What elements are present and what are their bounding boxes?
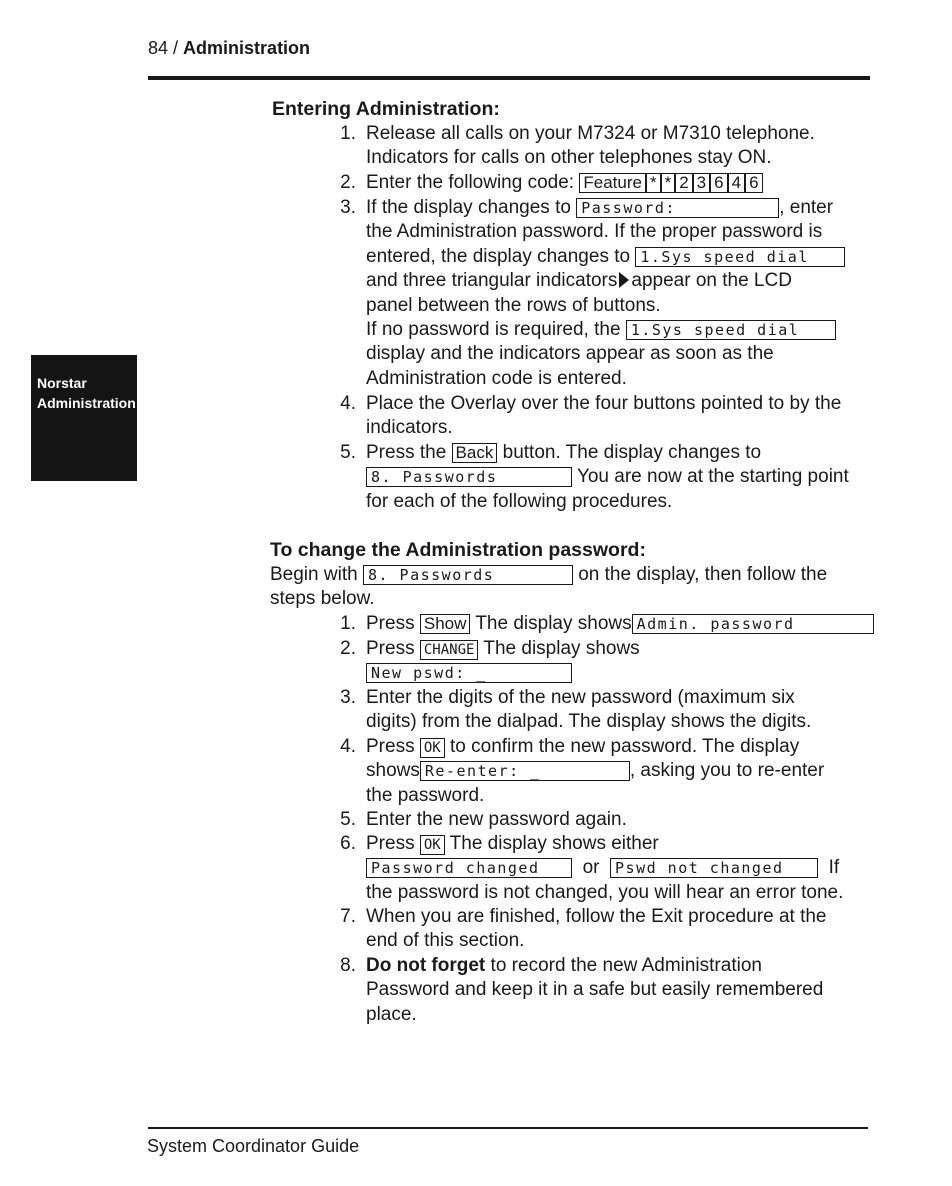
lcd-pswd-not-changed: Pswd not changed [610,858,818,878]
lcd-sys-speed-dial: 1.Sys speed dial [626,320,836,340]
step-number: 3. [340,197,356,218]
page-header [148,38,310,59]
step-text: to confirm the new password. The display [450,736,800,757]
digit-key: 6 [710,173,727,193]
entering-step-4 [340,392,842,441]
step-number: 7. [340,906,356,927]
section-name: Administration [183,38,311,58]
change-step-3 [340,686,812,735]
lcd-passwords: 8. Passwords [366,467,572,487]
change-title: To change the Administration password: [270,539,646,561]
step-line: Release all calls on your M7324 or M7310 telephone. [366,123,815,144]
lcd-admin-password: Admin. password [632,614,874,634]
digit-key: 2 [675,173,692,193]
step-text: Enter the following code: [366,172,575,193]
ok-key: OK [420,738,445,758]
step-line: end of this section. [366,930,525,952]
step-text: Press [366,638,415,659]
star-key: * [646,173,661,193]
lcd-password-prompt: Password: [576,198,779,218]
intro-text: on the display, then follow the [578,564,828,585]
page-footer: System Coordinator Guide [147,1136,360,1156]
step-number: 8. [340,955,356,976]
lcd-password-changed: Password changed [366,858,572,878]
side-tab-line2: Administration [37,395,136,411]
digit-key: 6 [745,173,762,193]
step-number: 2. [340,638,356,659]
step-number: 2. [340,172,356,193]
lcd-new-pswd: New pswd: _ [366,663,572,683]
step-line: Place the Overlay over the four buttons pointed to by the [366,393,842,414]
emphasis-text: Do not forget [366,955,486,976]
step-line: Administration code is entered. [366,367,627,389]
step-text: and three triangular indicators [366,270,618,292]
change-key: CHANGE [420,640,479,660]
step-text: Press [366,613,415,634]
step-line: the password is not changed, you will hear an error tone. [366,881,844,903]
step-text: button. The display changes to [502,442,762,463]
page-number: 84 / [148,38,179,58]
change-step-5 [340,808,627,832]
entering-step-5 [340,441,849,514]
show-key: Show [420,614,471,634]
step-text: The display shows either [449,833,659,854]
step-text: , enter [779,197,834,218]
step-text: entered, the display changes to [366,245,631,267]
step-text: The display shows [483,638,640,659]
step-number: 6. [340,833,356,854]
step-number: 4. [340,736,356,757]
step-text: appear on the LCD [631,270,792,292]
change-step-2 [340,637,640,686]
step-text: Press [366,833,415,854]
entering-step-2 [340,171,763,195]
step-text: If no password is required, the [366,319,621,341]
header-rule [148,76,870,80]
lcd-passwords: 8. Passwords [363,565,573,585]
step-text: to record the new Administration [490,955,762,976]
step-line: panel between the rows of buttons. [366,294,661,316]
back-key: Back [452,443,498,463]
step-text: If [828,857,840,879]
feature-key: Feature [579,173,646,193]
ok-key: OK [420,835,445,855]
step-text: shows [366,760,420,782]
step-line: for each of the following procedures. [366,490,673,512]
step-line: display and the indicators appear as soon as the [366,343,774,365]
side-tab [31,355,137,481]
digit-key: 4 [728,173,745,193]
change-step-7 [340,905,827,954]
step-line: Password and keep it in a safe but easily remembered [366,979,824,1001]
lcd-re-enter: Re-enter: _ [420,761,630,781]
star-key: * [661,173,676,193]
step-text: You are now at the starting point [576,466,849,488]
entering-step-3 [340,196,845,391]
entering-step-1 [340,122,815,171]
change-step-1 [340,612,874,636]
digit-key: 3 [693,173,710,193]
intro-text: Begin with [270,564,358,585]
step-number: 3. [340,687,356,708]
step-line: Enter the new password again. [366,809,627,830]
step-line: the password. [366,784,485,806]
step-number: 1. [340,123,356,144]
step-text: The display shows [475,613,632,634]
step-text: , asking you to re-enter [629,760,825,782]
footer-rule [148,1127,868,1129]
entering-title: Entering Administration: [272,98,500,120]
side-tab-line1: Norstar [37,375,87,391]
intro-line: steps below. [270,588,375,610]
change-intro [270,563,827,612]
step-number: 5. [340,809,356,830]
step-number: 5. [340,442,356,463]
step-line: the Administration password. If the proper password is [366,221,823,243]
step-text: or [582,857,600,879]
step-number: 1. [340,613,356,634]
step-line: Indicators for calls on other telephones stay ON. [366,147,772,169]
change-step-8 [340,954,824,1027]
step-number: 4. [340,393,356,414]
step-text: Press [366,736,415,757]
step-text: If the display changes to [366,197,571,218]
step-line: indicators. [366,417,453,439]
step-text: Press the [366,442,447,463]
change-step-6 [340,832,844,905]
change-step-4 [340,735,825,808]
step-line: Enter the digits of the new password (maximum six [366,687,795,708]
step-line: digits) from the dialpad. The display shows the digits. [366,711,812,733]
lcd-sys-speed-dial: 1.Sys speed dial [635,247,845,267]
step-line: place. [366,1003,417,1025]
step-line: When you are finished, follow the Exit procedure at the [366,906,827,927]
triangle-indicator-icon [619,272,629,288]
